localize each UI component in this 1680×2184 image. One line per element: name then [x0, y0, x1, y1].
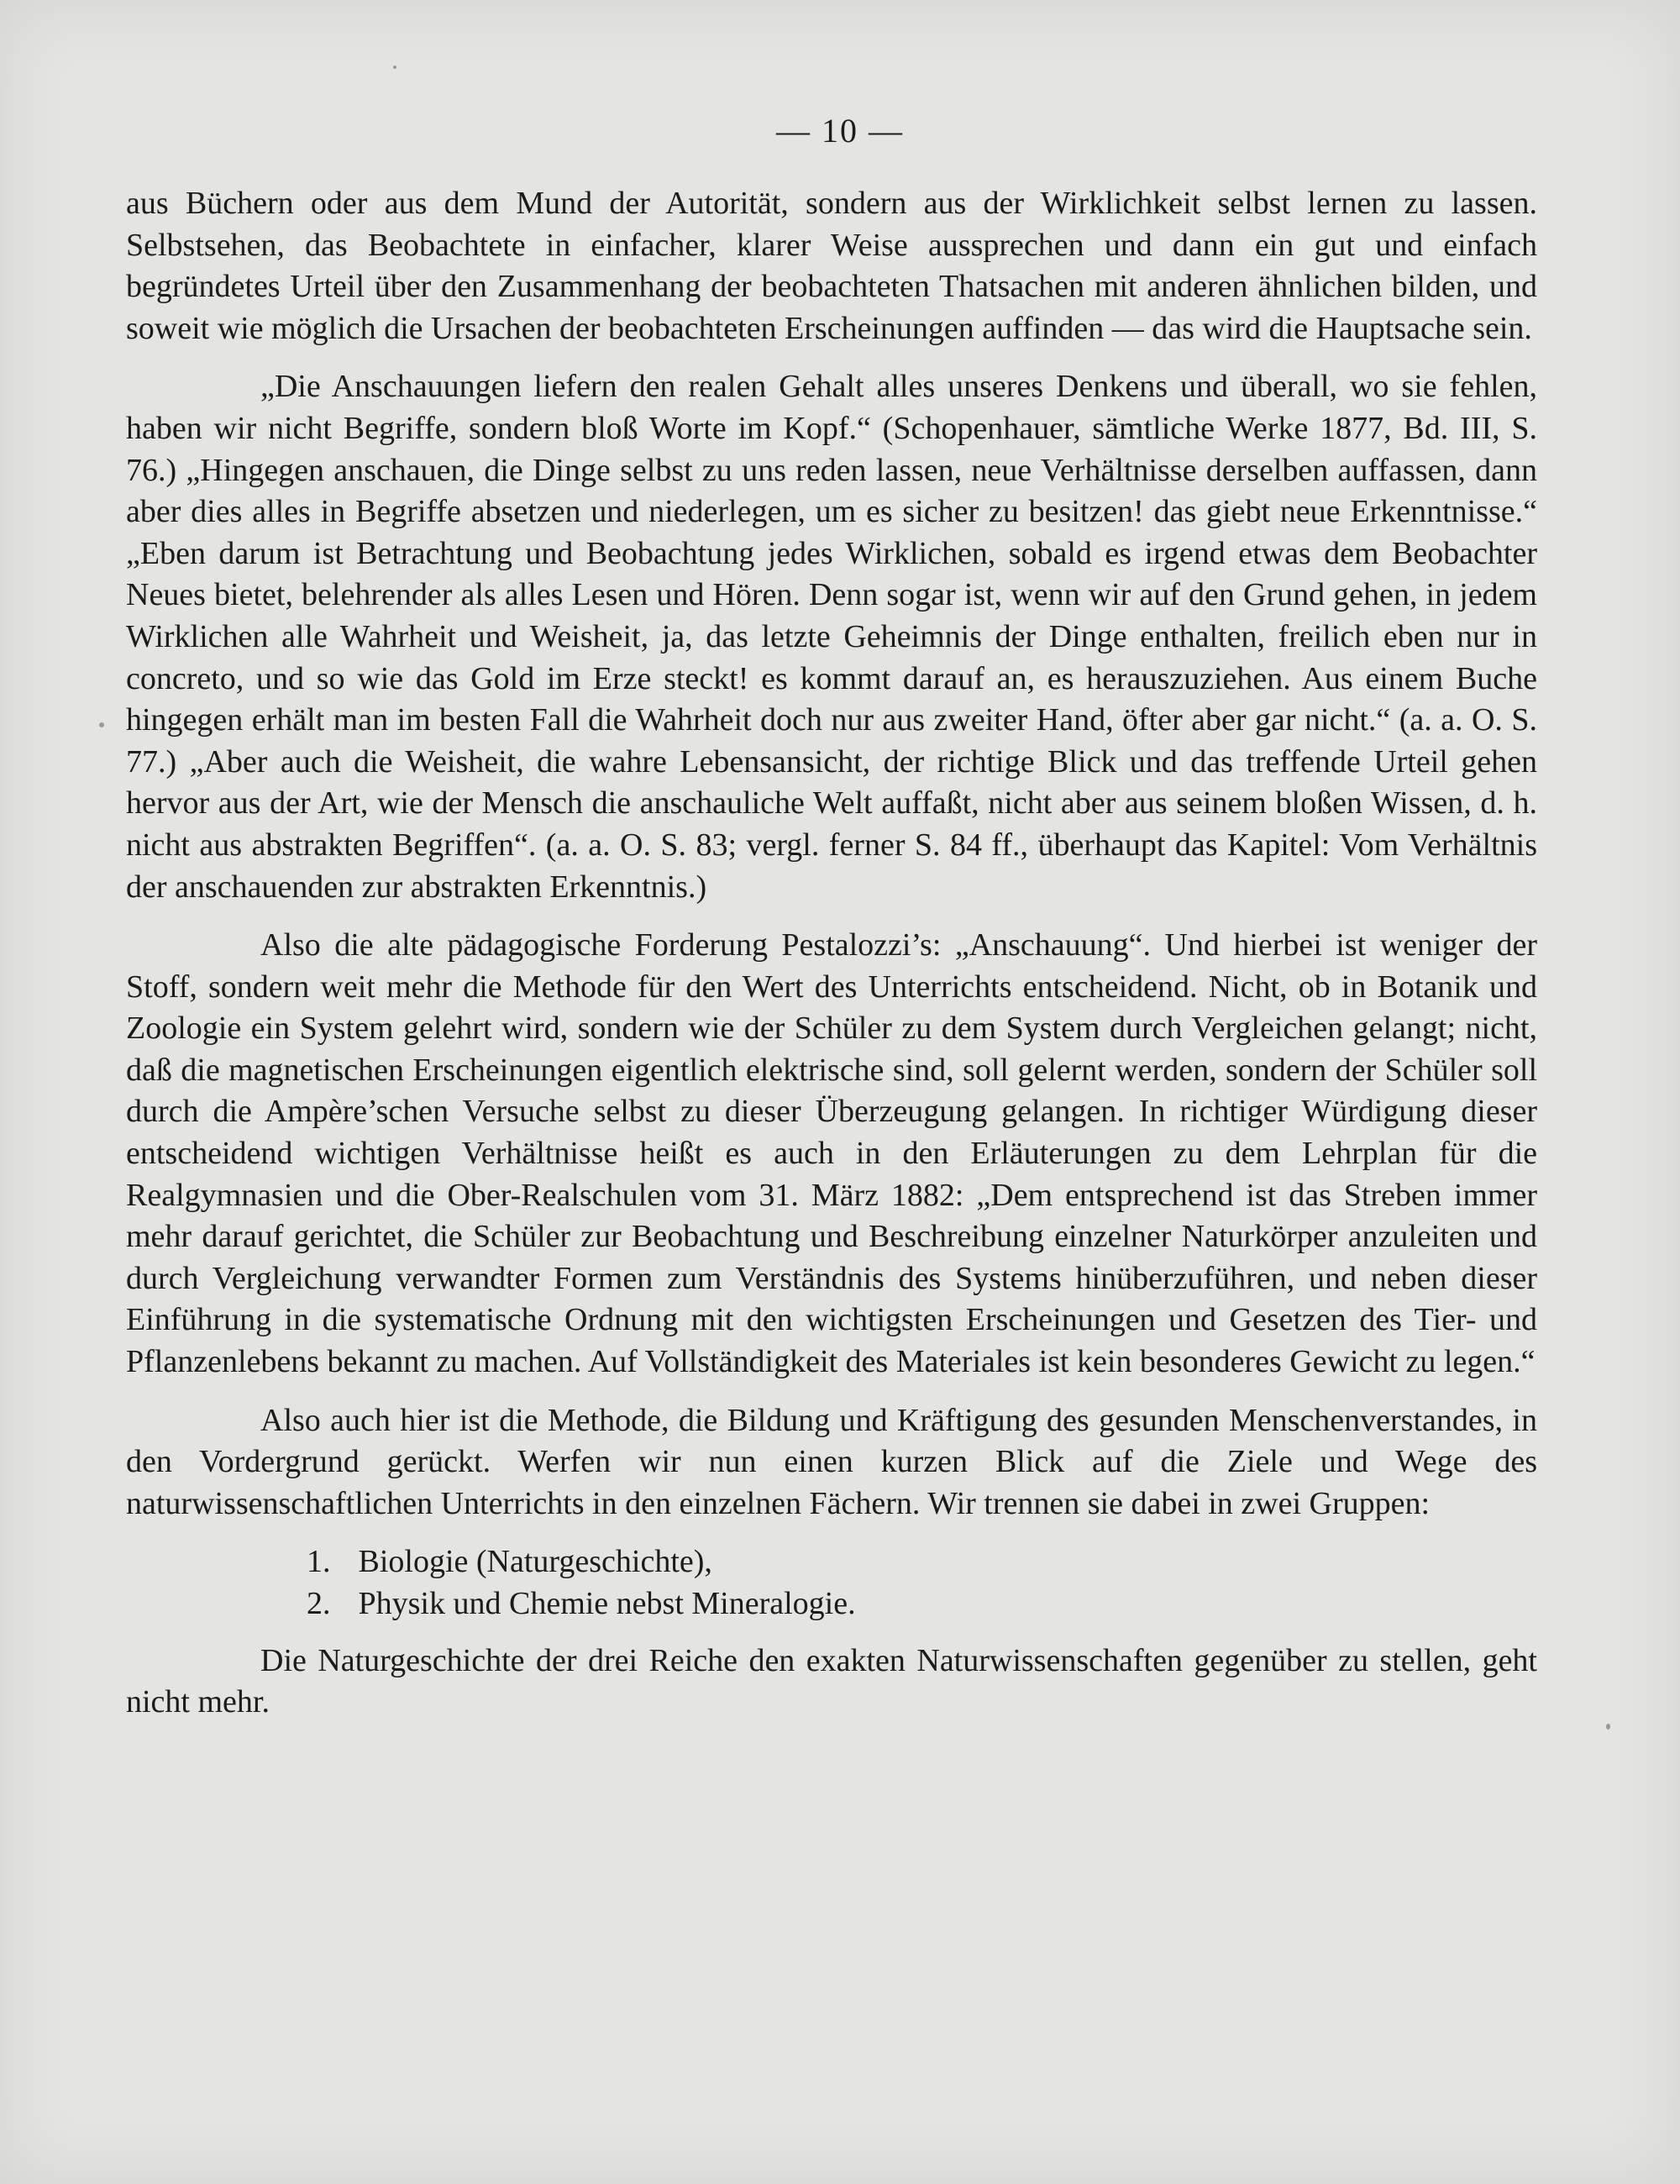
paragraph-1: aus Büchern oder aus dem Mund der Autorität, sondern aus der Wirklichkeit selbst lernen zu lassen. Selbstsehen, das Beobachtete in einfacher, klarer Weise aussprechen und dann ein gut und einfach begründetes Urteil über den Zusammenhang der beobachteten Thatsachen mit anderen ähnlichen bilden, und soweit wie möglich die Ursachen der beobachteten Erscheinungen auffinden — das wird die Hauptsache sein.	[126, 186, 1537, 346]
list-item	[126, 1583, 1537, 1625]
page-number: — 10 —	[776, 112, 904, 150]
paragraph-3: Also die alte pädagogische Forderung Pestalozzi’s: „Anschauung“. Und hierbei ist weniger der Stoff, sondern weit mehr die Methode für den Wert des Unterrichts entscheidend. Nicht, ob in Botanik und Zoologie ein System gelehrt wird, sondern wie der Schüler zu dem System durch Vergleichen gelangt; nicht, daß die magnetischen Erscheinungen eigentlich elektrische sind, soll gelernt werden, sondern der Schüler soll durch die Ampère’schen Versuche selbst zu dieser Überzeugung gelangen. In richtiger Würdigung dieser entscheidend wichtigen Verhältnisse heißt es auch in den Erläuterungen zu dem Lehrplan für die Realgymnasien und die Ober-Realschulen vom 31. März 1882: „Dem entsprechend ist das Streben immer mehr darauf gerichtet, die Schüler zur Beobachtung und Beschreibung einzelner Naturkörper anzuleiten und durch Vergleichung verwandter Formen zum Verständnis des Systems hinüberzuführen, und neben dieser Einführung in die systematische Ordnung mit den wichtigsten Erscheinungen und Gesetzen des Tier- und Pflanzenlebens bekannt zu machen. Auf Vollständigkeit des Materiales ist kein besonderes Gewicht zu legen.“	[126, 927, 1537, 1380]
paragraph-closing: Die Naturgeschichte der drei Reiche den exakten Naturwissenschaften gegenüber zu stellen, geht nicht mehr.	[126, 1642, 1537, 1720]
paragraph-2: „Die Anschauungen liefern den realen Gehalt alles unseres Denkens und überall, wo sie fehlen, haben wir nicht Begriffe, sondern bloß Worte im Kopf.“ (Schopenhauer, sämtliche Werke 1877, Bd. III, S. 76.) „Hingegen anschauen, die Dinge selbst zu uns reden lassen, neue Verhältnisse derselben auffassen, dann aber dies alles in Begriffe absetzen und niederlegen, um es sicher zu besitzen! das giebt neue Erkenntnisse.“ „Eben darum ist Betrachtung und Beobachtung jedes Wirklichen, sobald es irgend etwas dem Beobachter Neues bietet, belehrender als alles Lesen und Hören. Denn sogar ist, wenn wir auf den Grund gehen, in jedem Wirklichen alle Wahrheit und Weisheit, ja, das letzte Geheimnis der Dinge enthalten, freilich eben nur in concreto, und so wie das Gold im Erze steckt! es kommt darauf an, es herauszuziehen. Aus einem Buche hingegen erhält man im besten Fall die Wahrheit doch nur aus zweiter Hand, öfter aber gar nicht.“ (a. a. O. S. 77.) „Aber auch die Weisheit, die wahre Lebensansicht, der richtige Blick und das treffende Urteil gehen hervor aus der Art, wie der Mensch die anschauliche Welt auffaßt, nicht aber aus seinem bloßen Wissen, d. h. nicht aus abstrakten Begriffen“. (a. a. O. S. 83; vergl. ferner S. 84 ff., überhaupt das Kapitel: Vom Verhältnis der anschauenden zur abstrakten Erkenntnis.)	[126, 369, 1537, 905]
list-item-text: Biologie (Naturgeschichte),	[358, 1544, 712, 1580]
paper-speck	[393, 66, 396, 69]
list-item-number: 1.	[307, 1544, 331, 1580]
subject-group-list	[126, 1541, 1537, 1625]
paragraph-4: Also auch hier ist die Methode, die Bildung und Kräftigung des gesunden Menschenverstandes, in den Vordergrund gerückt. Werfen wir nun einen kurzen Blick auf die Ziele und Wege des naturwissenschaftlichen Unterrichts in den einzelnen Fächern. Wir trennen sie dabei in zwei Gruppen:	[126, 1402, 1537, 1521]
paper-speck	[1606, 1724, 1610, 1730]
list-item	[126, 1541, 1537, 1583]
list-item-number: 2.	[307, 1586, 331, 1621]
body-text	[126, 183, 1537, 1740]
paper-speck	[99, 722, 104, 727]
list-item-text: Physik und Chemie nebst Mineralogie.	[358, 1586, 856, 1621]
